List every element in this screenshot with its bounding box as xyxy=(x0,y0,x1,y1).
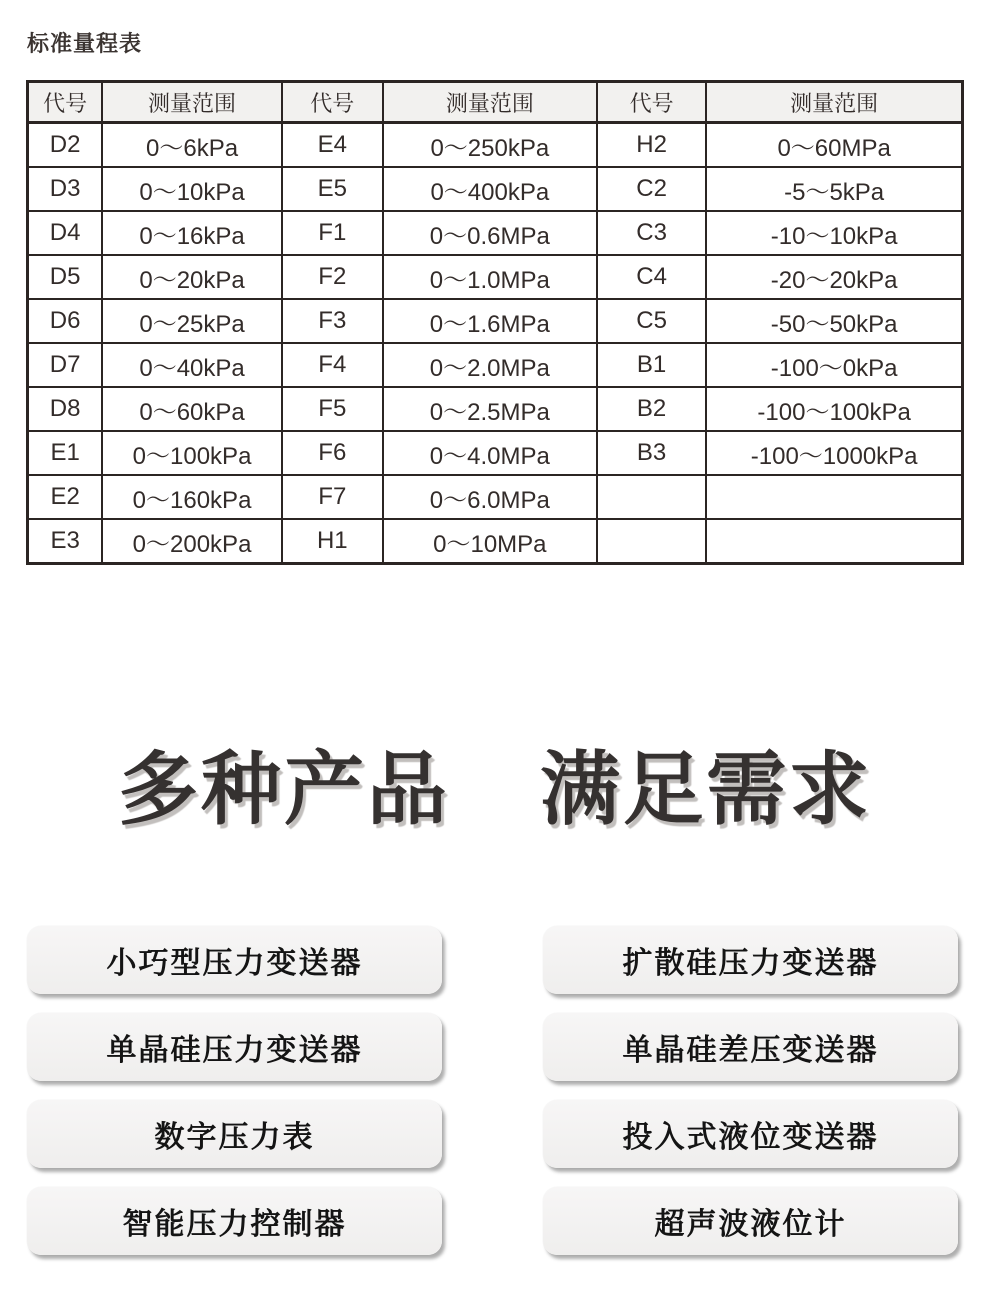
product-grid xyxy=(27,926,958,1255)
table-cell-code: D7 xyxy=(28,343,103,387)
table-cell-code: C5 xyxy=(597,299,706,343)
table-cell-code: D6 xyxy=(28,299,103,343)
table-cell-range: 0～25kPa xyxy=(102,299,282,343)
hero-heading-part2: 满足需求 xyxy=(540,745,872,834)
product-button[interactable] xyxy=(543,1100,958,1168)
table-row xyxy=(28,475,963,519)
table-cell-range: 0～16kPa xyxy=(102,211,282,255)
table-row xyxy=(28,431,963,475)
table-cell-code: D3 xyxy=(28,167,103,211)
table-cell-code: D5 xyxy=(28,255,103,299)
table-cell-range xyxy=(706,519,962,564)
table-cell-code: D2 xyxy=(28,123,103,168)
table-header-cell: 测量范围 xyxy=(102,82,282,123)
table-cell-range: 0～6kPa xyxy=(102,123,282,168)
table-cell-range: -100～0kPa xyxy=(706,343,962,387)
product-button[interactable] xyxy=(543,1187,958,1255)
table-header-row xyxy=(28,82,963,123)
product-button-label: 智能压力控制器 xyxy=(122,1208,347,1241)
product-button-label: 超声波液位计 xyxy=(654,1208,847,1241)
table-cell-code: F6 xyxy=(282,431,383,475)
product-button-label: 小巧型压力变送器 xyxy=(106,947,363,980)
table-cell-code: E3 xyxy=(28,519,103,564)
table-cell-code: F2 xyxy=(282,255,383,299)
table-row xyxy=(28,519,963,564)
table-cell-code: C3 xyxy=(597,211,706,255)
table-cell-range: 0～2.0MPa xyxy=(383,343,597,387)
table-header-cell: 代号 xyxy=(28,82,103,123)
table-row xyxy=(28,299,963,343)
table-cell-code xyxy=(597,475,706,519)
table-header-cell: 测量范围 xyxy=(706,82,962,123)
page-title: 标准量程表 xyxy=(27,31,143,56)
product-button-label: 投入式液位变送器 xyxy=(622,1121,879,1154)
table-cell-code: B2 xyxy=(597,387,706,431)
table-cell-range: 0～100kPa xyxy=(102,431,282,475)
hero-heading-part1: 多种产品 xyxy=(118,745,450,834)
table-cell-code: B3 xyxy=(597,431,706,475)
table-cell-range xyxy=(706,475,962,519)
table-header-cell: 代号 xyxy=(282,82,383,123)
table-cell-code: C2 xyxy=(597,167,706,211)
table-header-cell: 代号 xyxy=(597,82,706,123)
table-cell-range: 0～10kPa xyxy=(102,167,282,211)
table-cell-range: 0～400kPa xyxy=(383,167,597,211)
table-cell-range: 0～6.0MPa xyxy=(383,475,597,519)
table-cell-range: -50～50kPa xyxy=(706,299,962,343)
table-cell-code: D4 xyxy=(28,211,103,255)
table-cell-range: 0～60kPa xyxy=(102,387,282,431)
table-cell-code xyxy=(597,519,706,564)
table-cell-range: -20～20kPa xyxy=(706,255,962,299)
table-cell-code: F3 xyxy=(282,299,383,343)
table-cell-range: 0～4.0MPa xyxy=(383,431,597,475)
table-row xyxy=(28,343,963,387)
product-button-label: 数字压力表 xyxy=(154,1121,315,1154)
table-cell-code: C4 xyxy=(597,255,706,299)
table-cell-range: 0～20kPa xyxy=(102,255,282,299)
table-row xyxy=(28,387,963,431)
product-button[interactable] xyxy=(27,926,442,994)
table-row xyxy=(28,255,963,299)
table-cell-code: F7 xyxy=(282,475,383,519)
product-button[interactable] xyxy=(543,1013,958,1081)
table-row xyxy=(28,211,963,255)
table-cell-code: E5 xyxy=(282,167,383,211)
table-cell-range: -5～5kPa xyxy=(706,167,962,211)
table-cell-range: 0～1.6MPa xyxy=(383,299,597,343)
range-table-body xyxy=(28,123,963,564)
table-cell-range: 0～160kPa xyxy=(102,475,282,519)
table-cell-code: B1 xyxy=(597,343,706,387)
table-cell-range: -100～100kPa xyxy=(706,387,962,431)
product-button[interactable] xyxy=(27,1187,442,1255)
table-cell-code: H2 xyxy=(597,123,706,168)
table-cell-range: 0～60MPa xyxy=(706,123,962,168)
table-cell-range: 0～40kPa xyxy=(102,343,282,387)
table-cell-range: 0～10MPa xyxy=(383,519,597,564)
table-cell-code: E1 xyxy=(28,431,103,475)
table-cell-range: 0～200kPa xyxy=(102,519,282,564)
product-button-label: 单晶硅压力变送器 xyxy=(106,1034,363,1067)
standard-range-table xyxy=(26,80,964,565)
product-button[interactable] xyxy=(27,1100,442,1168)
table-cell-range: 0～0.6MPa xyxy=(383,211,597,255)
product-button-label: 扩散硅压力变送器 xyxy=(622,947,879,980)
table-row xyxy=(28,123,963,168)
product-button[interactable] xyxy=(543,926,958,994)
table-cell-range: -10～10kPa xyxy=(706,211,962,255)
product-button[interactable] xyxy=(27,1013,442,1081)
table-cell-code: D8 xyxy=(28,387,103,431)
table-cell-range: -100～1000kPa xyxy=(706,431,962,475)
table-cell-range: 0～250kPa xyxy=(383,123,597,168)
table-cell-range: 0～2.5MPa xyxy=(383,387,597,431)
table-cell-code: E4 xyxy=(282,123,383,168)
hero-heading xyxy=(0,736,990,844)
table-cell-code: F4 xyxy=(282,343,383,387)
table-cell-code: F1 xyxy=(282,211,383,255)
product-button-label: 单晶硅差压变送器 xyxy=(622,1034,879,1067)
table-row xyxy=(28,167,963,211)
table-header-cell: 测量范围 xyxy=(383,82,597,123)
table-cell-range: 0～1.0MPa xyxy=(383,255,597,299)
table-cell-code: F5 xyxy=(282,387,383,431)
table-cell-code: E2 xyxy=(28,475,103,519)
table-cell-code: H1 xyxy=(282,519,383,564)
